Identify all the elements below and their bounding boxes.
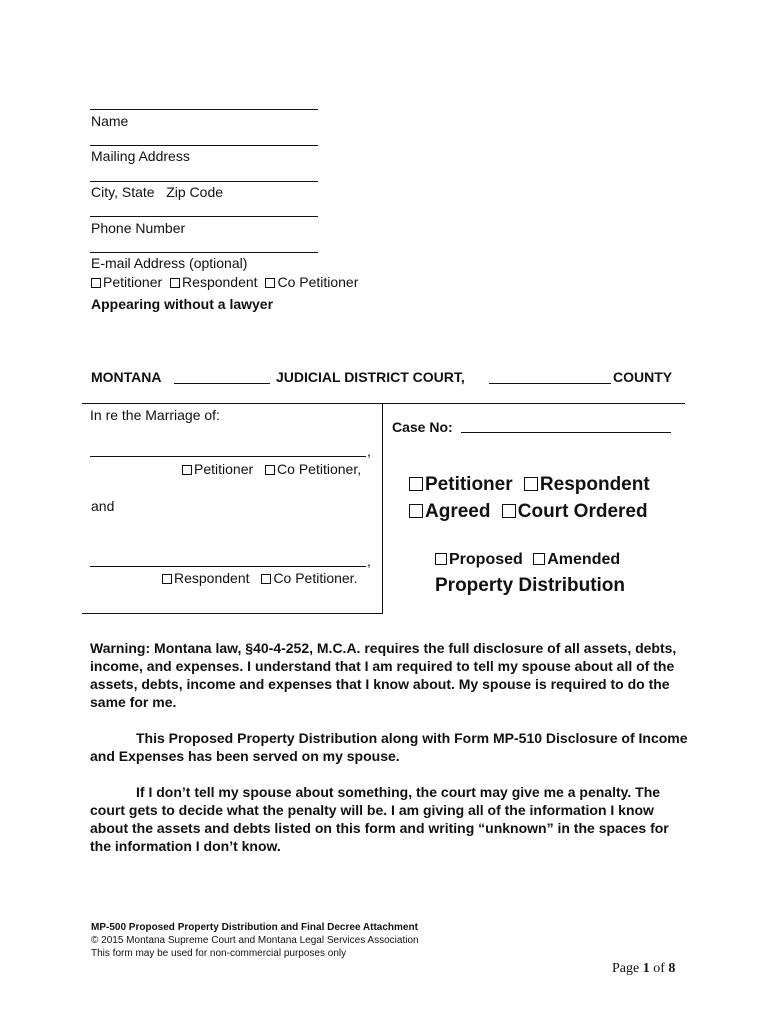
county-blank[interactable]: [489, 383, 611, 384]
amended-checkbox[interactable]: [533, 553, 545, 565]
state-name: MONTANA: [91, 369, 162, 385]
petitioner-option-label: Petitioner: [103, 274, 163, 290]
agreed-label: Agreed: [425, 501, 491, 522]
form-id: MP-500 Proposed Property Distribution and Final Decree Attachment: [91, 922, 418, 933]
party2-role-options: [162, 570, 357, 586]
respondent-option-label: Respondent: [182, 274, 258, 290]
agreed-checkbox[interactable]: [409, 504, 423, 518]
mailing-address-label: Mailing Address: [91, 148, 190, 164]
judicial-district-blank[interactable]: [174, 383, 270, 384]
party1-role-options: [182, 461, 361, 477]
party1-comma: ,: [367, 443, 371, 459]
court-ordered-checkbox[interactable]: [502, 504, 516, 518]
city-state-zip-label: City, State Zip Code: [91, 184, 224, 200]
caption-divider: [382, 403, 383, 613]
court-name: JUDICIAL DISTRICT COURT,: [276, 369, 465, 385]
email-label: E-mail Address (optional): [91, 255, 248, 271]
county-label: COUNTY: [613, 369, 673, 385]
court-ordered-label: Court Ordered: [517, 501, 648, 522]
party2-respondent-checkbox[interactable]: [162, 574, 172, 584]
party1-co-petitioner-checkbox[interactable]: [265, 465, 275, 475]
party1-petitioner-label: Petitioner: [194, 461, 254, 477]
page-current: 1: [642, 961, 650, 976]
and-label: and: [91, 498, 115, 514]
filer-respondent-label: Respondent: [539, 474, 650, 495]
co-petitioner-option-label: Co Petitioner: [277, 274, 359, 290]
party1-petitioner-checkbox[interactable]: [182, 465, 192, 475]
page-total: 8: [668, 961, 676, 976]
warning-paragraph: Warning: Montana law, §40-4-252, M.C.A. requires the full disclosure of all assets, debts, income, and expenses. I understand that I am required to tell my spouse about all of the assets, debts, income and expenses that I know about. My spouse is required to do the same for me.: [90, 640, 677, 710]
filer-petitioner-label: Petitioner: [425, 474, 513, 495]
filer-options: [409, 474, 650, 496]
role-options: [91, 274, 358, 290]
usage-notice: This form may be used for non-commercial purposes only: [91, 948, 347, 959]
email-blank[interactable]: [90, 252, 318, 253]
phone-blank[interactable]: [90, 216, 318, 217]
respondent-checkbox[interactable]: [170, 278, 180, 288]
party2-co-petitioner-checkbox[interactable]: [261, 574, 271, 584]
party2-name-blank[interactable]: [90, 566, 366, 567]
in-re-marriage-label: In re the Marriage of:: [90, 407, 220, 423]
name-blank[interactable]: [90, 109, 318, 110]
caption-left-bottom-rule: [82, 613, 383, 614]
disclosure-text: [90, 639, 690, 855]
party1-co-petitioner-label: Co Petitioner,: [277, 461, 362, 477]
version-options: [435, 550, 620, 569]
mailing-address-blank[interactable]: [90, 145, 318, 146]
page-number: [612, 961, 675, 977]
name-label: Name: [91, 113, 129, 129]
form-title: Property Distribution: [435, 575, 626, 596]
party2-co-petitioner-label: Co Petitioner.: [273, 570, 358, 586]
phone-label: Phone Number: [91, 220, 186, 236]
amended-label: Amended: [547, 551, 621, 568]
copyright-notice: © 2015 Montana Supreme Court and Montana Legal Services Association: [91, 935, 419, 946]
party2-comma: ,: [367, 553, 371, 569]
proposed-checkbox[interactable]: [435, 553, 447, 565]
case-number-blank[interactable]: [461, 432, 671, 433]
party1-name-blank[interactable]: [90, 456, 366, 457]
agreement-options: [409, 501, 648, 523]
appearing-without-lawyer: Appearing without a lawyer: [91, 296, 274, 312]
party2-respondent-label: Respondent: [174, 570, 250, 586]
proposed-label: Proposed: [449, 551, 523, 568]
petitioner-checkbox[interactable]: [91, 278, 101, 288]
page-of: of: [653, 961, 665, 976]
city-state-zip-blank[interactable]: [90, 181, 318, 182]
caption-top-rule: [82, 403, 685, 404]
filer-petitioner-checkbox[interactable]: [409, 477, 423, 491]
penalty-paragraph: If I don’t tell my spouse about something, the court may give me a penalty. The court gets to decide what the penalty will be. I am giving all of the information I know about the assets and debts listed on this form and writing “unknown” in the spaces for the information I don’t know.: [90, 784, 669, 854]
page-word: Page: [612, 961, 640, 976]
filer-respondent-checkbox[interactable]: [524, 477, 538, 491]
served-paragraph: This Proposed Property Distribution along with Form MP-510 Disclosure of Income and Expenses has been served on my spouse.: [90, 730, 688, 764]
case-number-label: Case No:: [392, 419, 453, 435]
co-petitioner-checkbox[interactable]: [265, 278, 275, 288]
